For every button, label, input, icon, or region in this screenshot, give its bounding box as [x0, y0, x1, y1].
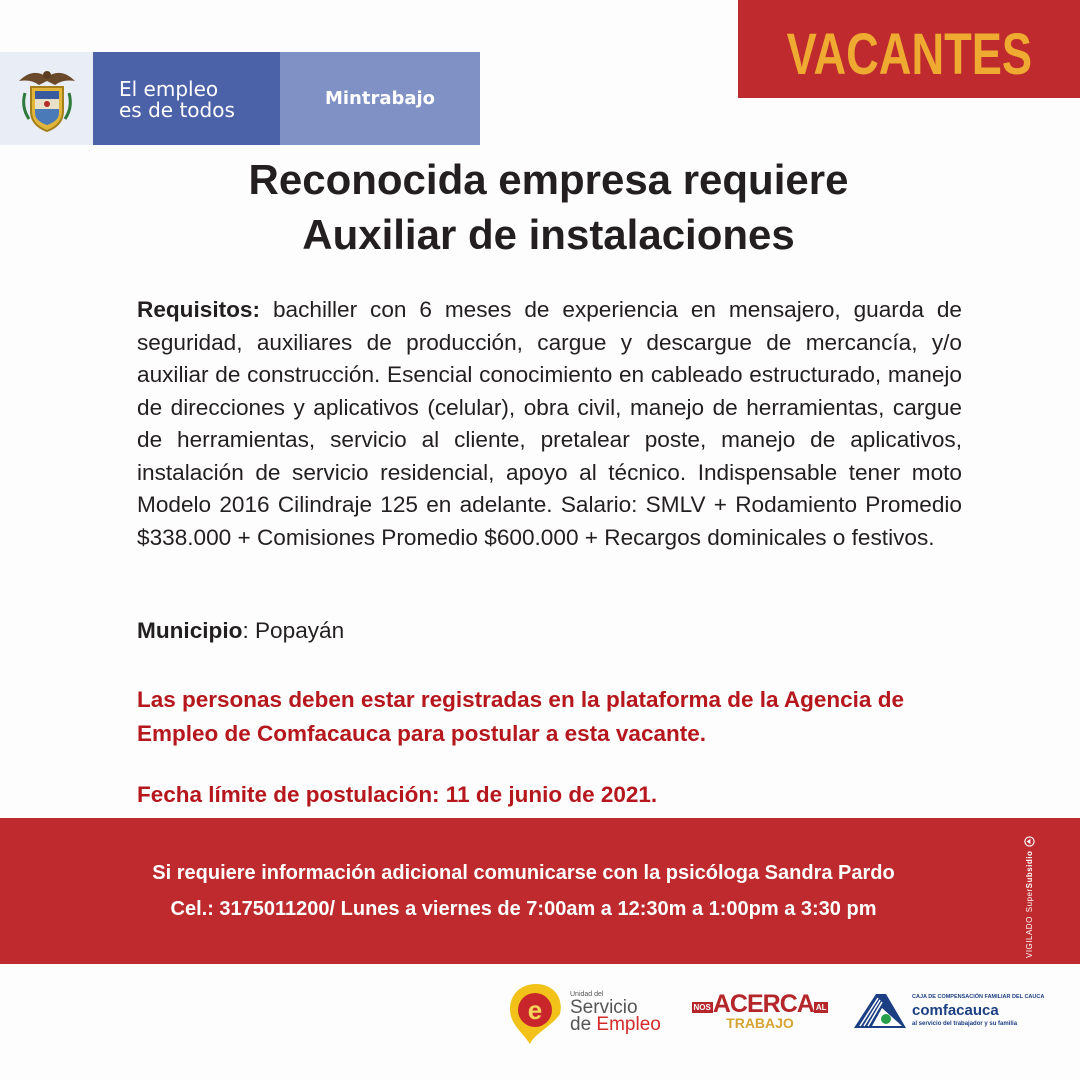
contact-line1: Si requiere información adicional comunicarse con la psicóloga Sandra Pardo	[152, 862, 895, 884]
colombia-coat-of-arms-icon	[0, 52, 93, 145]
ministry-text: Mintrabajo	[324, 88, 436, 109]
requirements-section	[137, 294, 962, 554]
contact-info	[0, 855, 1047, 927]
vigilado-prefix: VIGILADO	[1025, 916, 1034, 958]
comfacauca-mountain-icon	[852, 992, 908, 1030]
title-line2: Auxiliar de instalaciones	[302, 211, 795, 258]
gov-slogan-line1: El empleo	[119, 77, 219, 101]
page-title	[0, 152, 1080, 262]
municipio-value: : Popayán	[242, 618, 345, 643]
servicio-empleo-pin-icon	[508, 982, 564, 1042]
comfacauca-tagline: al servicio del trabajador y su familia	[912, 1021, 1018, 1027]
logo-nos-acerca-al-trabajo	[686, 992, 834, 1036]
supersubsidio-brand	[1025, 851, 1034, 913]
servicio-empleo-line1: Servicio	[570, 997, 638, 1018]
servicio-empleo-small: Unidad del	[570, 991, 604, 998]
al-label: AL	[815, 1003, 827, 1012]
requirements-text: bachiller con 6 meses de experiencia en mensajero, guarda de seguridad, auxiliares de producción, cargue y descargue de mercancía, y/o auxiliar de construcción. Esencial conocimiento en cableado estructurado, manejo de direcciones y aplicativos (celular), obra civil, manejo de herramientas, cargue de herramientas, servicio al cliente, pretalear poste, manejo de aplicativos, instalación de servicio residencial, apoyo al técnico. Indispensable tener moto Modelo 2016 Cilindraje 125 en adelante. Salario: SMLV + Rodamiento Promedio $338.000 + Comisiones Promedio $600.000 + Recargos dominicales o festivos.	[137, 297, 962, 550]
comfacauca-top: CAJA DE COMPENSACIÓN FAMILIAR DEL CAUCA	[912, 994, 1045, 1000]
supersubsidio-bold: Subsidio	[1025, 850, 1034, 889]
partner-logos	[0, 982, 1080, 1052]
supersubsidio-house-icon	[1024, 836, 1035, 847]
supersubsidio-light: Super	[1025, 888, 1034, 913]
nos-label: NOS	[693, 1003, 711, 1012]
title-line1: Reconocida empresa requiere	[248, 156, 849, 203]
registration-notice: Las personas deben estar registradas en la plataforma de la Agencia de Empleo de Comfacauca para postular a esta vacante.	[137, 687, 904, 746]
municipio-label: Municipio	[137, 618, 243, 643]
servicio-empleo-line2	[570, 1016, 661, 1033]
svg-text:e: e	[527, 995, 543, 1025]
acerca-label: ACERCA	[712, 990, 814, 1018]
application-deadline: Fecha límite de postulación: 11 de junio de 2021.	[137, 782, 658, 807]
logo-comfacauca	[852, 992, 1044, 1030]
gov-slogan	[93, 52, 280, 145]
comfacauca-name: comfacauca	[912, 1002, 999, 1019]
municipio-line	[137, 618, 344, 644]
trabajo-label: TRABAJO	[726, 1015, 794, 1031]
vacantes-text: VACANTES	[786, 21, 1032, 87]
ministry-label	[280, 52, 480, 145]
servicio-empleo-de: de	[570, 1014, 597, 1035]
vigilado-supersubsidio	[1024, 836, 1035, 958]
gov-slogan-line2: es de todos	[119, 98, 235, 122]
logo-servicio-empleo	[508, 982, 661, 1042]
comfacauca-text	[912, 992, 1044, 1030]
servicio-empleo-text	[570, 991, 661, 1033]
government-header	[0, 52, 480, 145]
contact-line2: Cel.: 3175011200/ Lunes a viernes de 7:00am a 12:30m a 1:00pm a 3:30 pm	[170, 898, 877, 920]
vacantes-badge	[738, 0, 1080, 98]
requirements-paragraph	[137, 294, 962, 554]
requirements-label: Requisitos:	[137, 297, 261, 322]
servicio-empleo-empleo: Empleo	[596, 1014, 661, 1035]
